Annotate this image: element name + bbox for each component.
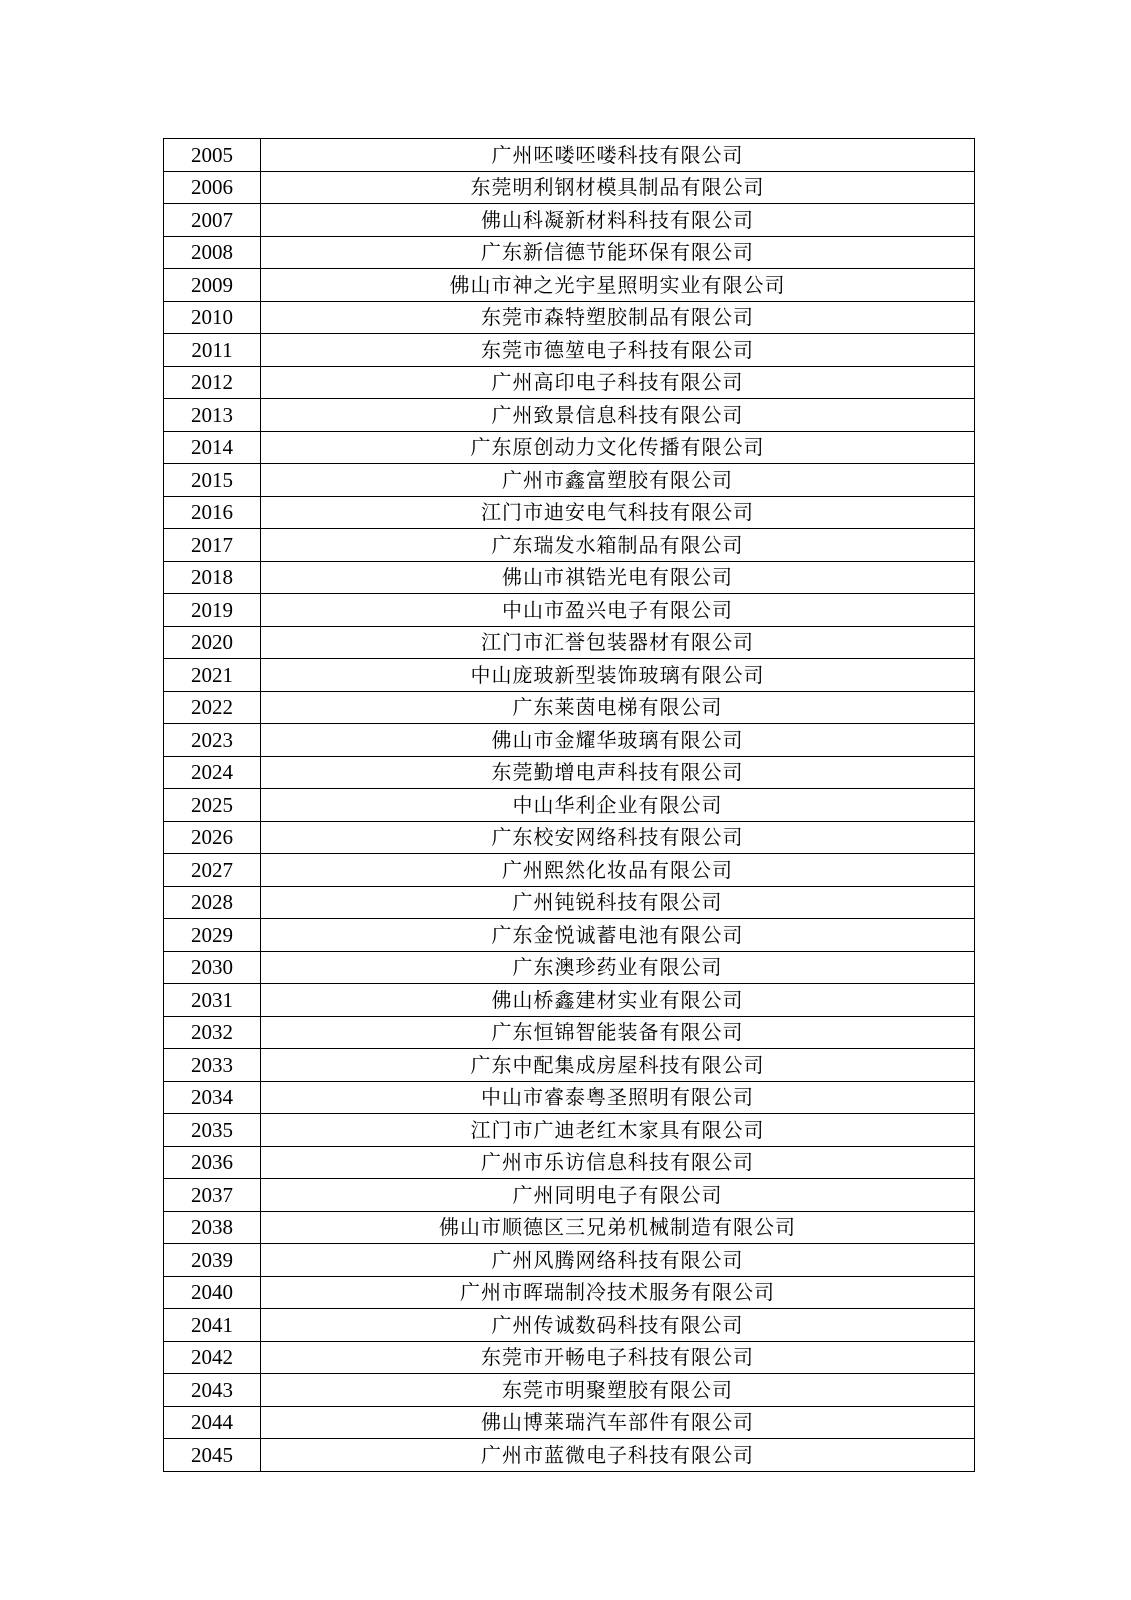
company-list-table: [163, 138, 975, 1472]
company-name: 东莞市森特塑胶制品有限公司: [261, 301, 975, 334]
row-number: 2013: [164, 399, 261, 432]
row-number: 2040: [164, 1276, 261, 1309]
company-name: 广东原创动力文化传播有限公司: [261, 431, 975, 464]
row-number: 2041: [164, 1309, 261, 1342]
row-number: 2021: [164, 659, 261, 692]
company-name: 佛山科凝新材料科技有限公司: [261, 204, 975, 237]
row-number: 2028: [164, 886, 261, 919]
row-number: 2011: [164, 334, 261, 367]
table-row: [164, 269, 975, 302]
row-number: 2037: [164, 1179, 261, 1212]
table-row: [164, 1374, 975, 1407]
row-number: 2039: [164, 1244, 261, 1277]
table-row: [164, 171, 975, 204]
table-row: [164, 139, 975, 172]
table-row: [164, 1179, 975, 1212]
row-number: 2010: [164, 301, 261, 334]
company-name: 佛山市祺锆光电有限公司: [261, 561, 975, 594]
row-number: 2034: [164, 1081, 261, 1114]
table-row: [164, 756, 975, 789]
company-name: 广东金悦诚蓄电池有限公司: [261, 919, 975, 952]
row-number: 2025: [164, 789, 261, 822]
table-row: [164, 431, 975, 464]
row-number: 2008: [164, 236, 261, 269]
table-row: [164, 1244, 975, 1277]
row-number: 2019: [164, 594, 261, 627]
row-number: 2035: [164, 1114, 261, 1147]
company-name: 东莞市明聚塑胶有限公司: [261, 1374, 975, 1407]
table-row: [164, 951, 975, 984]
company-name: 广州同明电子有限公司: [261, 1179, 975, 1212]
company-name: 东莞明利钢材模具制品有限公司: [261, 171, 975, 204]
row-number: 2020: [164, 626, 261, 659]
table-row: [164, 594, 975, 627]
table-row: [164, 496, 975, 529]
company-name: 广州风腾网络科技有限公司: [261, 1244, 975, 1277]
company-name: 广州呸喽呸喽科技有限公司: [261, 139, 975, 172]
row-number: 2016: [164, 496, 261, 529]
company-name: 广州市鑫富塑胶有限公司: [261, 464, 975, 497]
table-row: [164, 1114, 975, 1147]
company-name: 广州市晖瑞制冷技术服务有限公司: [261, 1276, 975, 1309]
table-row: [164, 1276, 975, 1309]
company-list-body: [164, 139, 975, 1472]
company-name: 东莞勤增电声科技有限公司: [261, 756, 975, 789]
table-row: [164, 984, 975, 1017]
row-number: 2030: [164, 951, 261, 984]
row-number: 2005: [164, 139, 261, 172]
row-number: 2031: [164, 984, 261, 1017]
row-number: 2032: [164, 1016, 261, 1049]
row-number: 2015: [164, 464, 261, 497]
row-number: 2022: [164, 691, 261, 724]
row-number: 2007: [164, 204, 261, 237]
company-name: 中山庞玻新型装饰玻璃有限公司: [261, 659, 975, 692]
table-row: [164, 301, 975, 334]
company-name: 广州市乐访信息科技有限公司: [261, 1146, 975, 1179]
table-row: [164, 821, 975, 854]
company-name: 中山华利企业有限公司: [261, 789, 975, 822]
company-name: 东莞市开畅电子科技有限公司: [261, 1341, 975, 1374]
company-name: 江门市汇誉包装器材有限公司: [261, 626, 975, 659]
row-number: 2009: [164, 269, 261, 302]
company-name: 佛山市金耀华玻璃有限公司: [261, 724, 975, 757]
company-name: 广东莱茵电梯有限公司: [261, 691, 975, 724]
table-row: [164, 529, 975, 562]
company-name: 广州传诚数码科技有限公司: [261, 1309, 975, 1342]
row-number: 2029: [164, 919, 261, 952]
company-name: 江门市广迪老红木家具有限公司: [261, 1114, 975, 1147]
table-row: [164, 1016, 975, 1049]
table-row: [164, 854, 975, 887]
table-row: [164, 659, 975, 692]
company-name: 广州致景信息科技有限公司: [261, 399, 975, 432]
company-name: 广东新信德节能环保有限公司: [261, 236, 975, 269]
company-name: 中山市睿泰粤圣照明有限公司: [261, 1081, 975, 1114]
row-number: 2045: [164, 1439, 261, 1472]
row-number: 2044: [164, 1406, 261, 1439]
row-number: 2026: [164, 821, 261, 854]
row-number: 2018: [164, 561, 261, 594]
table-row: [164, 919, 975, 952]
table-row: [164, 236, 975, 269]
row-number: 2023: [164, 724, 261, 757]
company-name: 广东瑞发水箱制品有限公司: [261, 529, 975, 562]
row-number: 2033: [164, 1049, 261, 1082]
table-row: [164, 691, 975, 724]
table-row: [164, 1406, 975, 1439]
company-name: 广东校安网络科技有限公司: [261, 821, 975, 854]
table-row: [164, 626, 975, 659]
company-name: 广州市蓝微电子科技有限公司: [261, 1439, 975, 1472]
company-name: 广东澳珍药业有限公司: [261, 951, 975, 984]
table-row: [164, 204, 975, 237]
table-row: [164, 886, 975, 919]
table-row: [164, 724, 975, 757]
company-name: 佛山博莱瑞汽车部件有限公司: [261, 1406, 975, 1439]
company-name: 中山市盈兴电子有限公司: [261, 594, 975, 627]
table-row: [164, 1439, 975, 1472]
company-name: 广东恒锦智能装备有限公司: [261, 1016, 975, 1049]
table-row: [164, 1341, 975, 1374]
row-number: 2036: [164, 1146, 261, 1179]
table-row: [164, 334, 975, 367]
company-name: 广州钝锐科技有限公司: [261, 886, 975, 919]
table-row: [164, 1211, 975, 1244]
row-number: 2043: [164, 1374, 261, 1407]
company-name: 佛山市顺德区三兄弟机械制造有限公司: [261, 1211, 975, 1244]
company-name: 佛山桥鑫建材实业有限公司: [261, 984, 975, 1017]
company-name: 江门市迪安电气科技有限公司: [261, 496, 975, 529]
table-row: [164, 366, 975, 399]
company-name: 东莞市德堃电子科技有限公司: [261, 334, 975, 367]
table-row: [164, 1049, 975, 1082]
row-number: 2017: [164, 529, 261, 562]
row-number: 2027: [164, 854, 261, 887]
table-row: [164, 1309, 975, 1342]
row-number: 2024: [164, 756, 261, 789]
company-name: 广州高印电子科技有限公司: [261, 366, 975, 399]
table-row: [164, 464, 975, 497]
row-number: 2038: [164, 1211, 261, 1244]
company-name: 广东中配集成房屋科技有限公司: [261, 1049, 975, 1082]
table-row: [164, 1081, 975, 1114]
table-row: [164, 1146, 975, 1179]
company-name: 广州熙然化妆品有限公司: [261, 854, 975, 887]
table-row: [164, 399, 975, 432]
company-name: 佛山市神之光宇星照明实业有限公司: [261, 269, 975, 302]
table-row: [164, 561, 975, 594]
row-number: 2012: [164, 366, 261, 399]
row-number: 2042: [164, 1341, 261, 1374]
table-row: [164, 789, 975, 822]
row-number: 2014: [164, 431, 261, 464]
row-number: 2006: [164, 171, 261, 204]
